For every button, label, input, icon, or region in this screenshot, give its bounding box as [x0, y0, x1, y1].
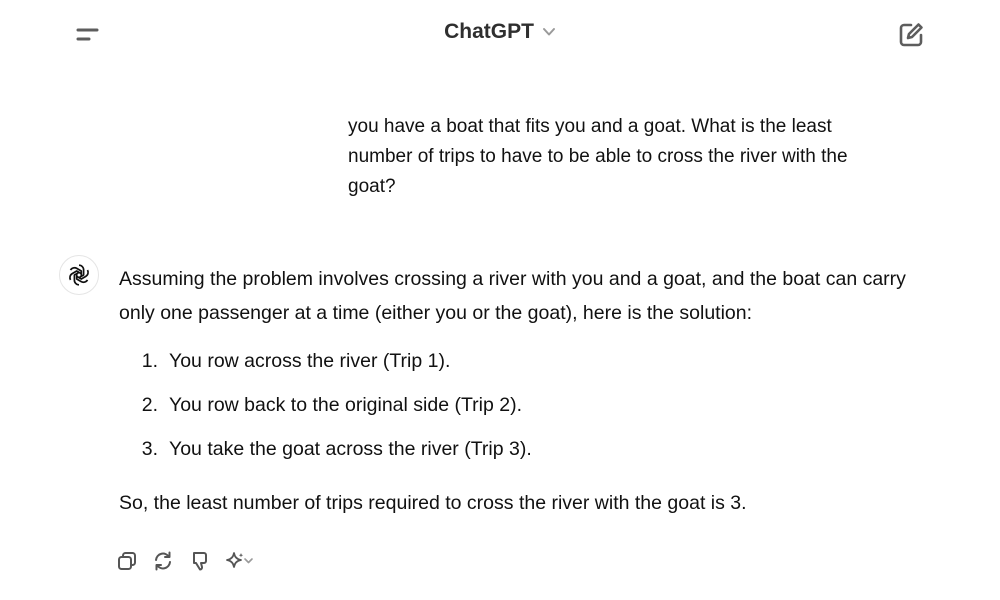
assistant-message — [119, 262, 929, 520]
step-number: 1. — [141, 350, 158, 372]
copy-icon — [116, 550, 138, 572]
assistant-conclusion: So, the least number of trips required to cross the river with the goat is 3. — [119, 492, 747, 514]
top-bar — [0, 0, 1000, 70]
assistant-avatar — [59, 255, 99, 295]
step-text: You take the goat across the river (Trip 3). — [169, 438, 532, 460]
list-item — [119, 432, 929, 476]
thumbs-down-button[interactable] — [188, 550, 210, 572]
list-item — [119, 388, 929, 432]
solution-steps — [119, 344, 929, 476]
chevron-down-icon — [542, 25, 556, 39]
new-chat-button[interactable] — [894, 18, 928, 52]
thumbs-down-icon — [188, 550, 210, 572]
user-message — [348, 112, 908, 202]
regenerate-icon — [152, 550, 174, 572]
model-selector[interactable] — [444, 20, 556, 44]
step-text: You row back to the original side (Trip 2). — [169, 394, 522, 416]
message-actions — [116, 550, 256, 572]
step-text: You row across the river (Trip 1). — [169, 350, 451, 372]
page-title: ChatGPT — [444, 20, 534, 43]
step-number: 2. — [141, 394, 158, 416]
list-item — [119, 344, 929, 388]
regenerate-button[interactable] — [152, 550, 174, 572]
copy-button[interactable] — [116, 550, 138, 572]
sparkle-model-icon — [224, 550, 256, 572]
edit-icon — [894, 18, 928, 52]
assistant-intro: Assuming the problem involves crossing a river with you and a goat, and the boat can carry only one passenger at a time (either you or the goat), here is the solution: — [119, 268, 906, 324]
user-message-line: goat? — [348, 176, 396, 197]
model-switch-button[interactable] — [224, 550, 256, 572]
user-message-line: number of trips to have to be able to cross the river with the — [348, 146, 848, 167]
user-message-line: you have a boat that fits you and a goat. What is the least — [348, 116, 832, 137]
openai-logo-icon — [66, 262, 92, 288]
step-number: 3. — [141, 438, 158, 460]
